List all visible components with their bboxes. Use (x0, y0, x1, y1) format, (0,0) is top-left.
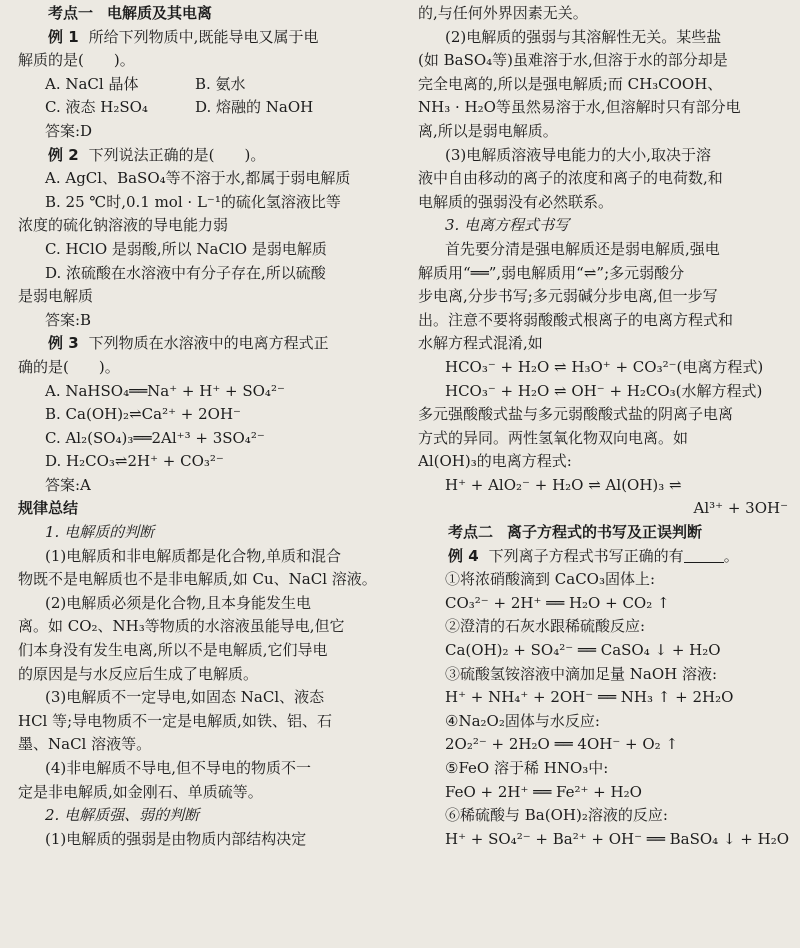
item: ③硫酸氢铵溶液中滴加足量 NaOH 溶液: (445, 664, 718, 683)
subsection-title: 3. 电离方程式书写 (445, 216, 570, 235)
paragraph-line: (1)电解质的强弱是由物质内部结构决定 (45, 829, 307, 848)
example-text: 下列说法正确的是( )。 (88, 145, 266, 164)
example-4-stem (418, 545, 794, 569)
paragraph-line: 离。如 CO₂、NH₃等物质的水溶液虽能导电,但它 (18, 617, 345, 636)
paragraph-line: 定是非电解质,如金刚石、单质硫等。 (18, 782, 263, 801)
example-text: 下列离子方程式书写正确的有 (488, 546, 684, 565)
paragraph-line: Al(OH)₃的电离方程式: (418, 452, 572, 471)
item: ⑤FeO 溶于稀 HNO₃中: (445, 759, 609, 777)
paragraph-line: 的,与任何外界因素无关。 (418, 4, 588, 22)
paragraph-line: 出。注意不要将弱酸酸式根离子的电离方程式和 (418, 310, 734, 329)
paragraph-line: 水解方程式混淆,如 (418, 334, 543, 353)
answer-blank (684, 548, 724, 563)
section-title: 电解质及其电离 (107, 4, 213, 22)
paragraph-line: 多元强酸酸式盐与多元弱酸酸式盐的阴离子电离 (418, 405, 734, 424)
paragraph-line: (1)电解质和非电解质都是化合物,单质和混合 (45, 546, 342, 565)
paragraph-line: 方式的异同。两性氢氧化物双向电离。如 (418, 428, 689, 447)
right-column (418, 2, 794, 851)
equation: 2O₂²⁻ + 2H₂O ══ 4OH⁻ + O₂ ↑ (445, 735, 679, 754)
example-1-stem (18, 26, 398, 50)
paragraph-line: 墨、NaCl 溶液等。 (18, 735, 152, 754)
left-column (18, 2, 398, 851)
item: ⑥稀硫酸与 Ba(OH)₂溶液的反应: (445, 806, 668, 825)
item: ④Na₂O₂固体与水反应: (445, 711, 600, 730)
equation: Ca(OH)₂ + SO₄²⁻ ══ CaSO₄ ↓ + H₂O (445, 641, 721, 660)
example-1-options-cd (18, 96, 398, 120)
paragraph-line: HCl 等;导电物质不一定是电解质,如铁、铝、石 (18, 711, 332, 730)
paragraph-line: 完全电离的,所以是强电解质;而 CH₃COOH、 (418, 74, 723, 93)
section-heading-2 (418, 521, 794, 545)
paragraph-line: 的原因是与水反应后生成了电解质。 (18, 664, 259, 683)
option-d: D. 熔融的 NaOH (195, 98, 314, 117)
paragraph-line: (2)电解质的强弱与其溶解性无关。某些盐 (445, 27, 722, 46)
example-text: 下列物质在水溶液中的电离方程式正 (88, 334, 329, 353)
example-2-stem (18, 144, 398, 168)
option-d: D. 浓硫酸在水溶液中有分子存在,所以硫酸 (45, 263, 326, 282)
item: ②澄清的石灰水跟稀硫酸反应: (445, 617, 646, 636)
example-text: 解质的是( )。 (18, 51, 135, 70)
option-d-cont: 是弱电解质 (18, 287, 94, 306)
example-3-stem (18, 332, 398, 356)
option-c: C. Al₂(SO₄)₃══2Al⁺³ + 3SO₄²⁻ (45, 428, 265, 447)
example-text: 。 (723, 546, 739, 565)
answer: 答案:D (45, 121, 93, 140)
example-label: 例 1 (48, 27, 79, 46)
paragraph-line: 们本身没有发生电离,所以不是电解质,它们导电 (18, 641, 328, 660)
paragraph-line: 首先要分清是强电解质还是弱电解质,强电 (445, 239, 720, 258)
subsection-title: 2. 电解质强、弱的判断 (45, 806, 200, 825)
paragraph-line: 步电离,分步书写;多元弱碱分步电离,但一步写 (418, 287, 718, 306)
paragraph-line: NH₃ · H₂O等虽然易溶于水,但溶解时只有部分电 (418, 98, 741, 117)
summary-heading: 规律总结 (18, 499, 79, 518)
option-b: B. 氨水 (195, 74, 246, 93)
option-a: A. NaHSO₄══Na⁺ + H⁺ + SO₄²⁻ (45, 381, 285, 400)
equation: CO₃²⁻ + 2H⁺ ══ H₂O + CO₂ ↑ (445, 593, 670, 612)
equation: H⁺ + AlO₂⁻ + H₂O ⇌ Al(OH)₃ ⇌ (445, 475, 682, 494)
section-label: 考点二 (448, 523, 494, 542)
equation: HCO₃⁻ + H₂O ⇌ H₃O⁺ + CO₃²⁻(电离方程式) (445, 357, 764, 376)
equation: HCO₃⁻ + H₂O ⇌ OH⁻ + H₂CO₃(水解方程式) (445, 381, 763, 400)
section-heading-1 (18, 2, 398, 26)
equation: FeO + 2H⁺ ══ Fe²⁺ + H₂O (445, 782, 642, 801)
option-c: C. 液态 H₂SO₄ (45, 98, 148, 117)
option-b: B. 25 ℃时,0.1 mol · L⁻¹的硫化氢溶液比等 (45, 192, 341, 211)
equation: H⁺ + SO₄²⁻ + Ba²⁺ + OH⁻ ══ BaSO₄ ↓ + H₂O (445, 829, 790, 848)
answer: 答案:A (45, 475, 91, 494)
equation-cont: Al³⁺ + 3OH⁻ (693, 499, 788, 518)
paragraph-line: 电解质的强弱没有必然联系。 (418, 192, 614, 211)
example-text: 确的是( )。 (18, 357, 120, 376)
paragraph-line: (3)电解质溶液导电能力的大小,取决于溶 (445, 145, 712, 164)
section-title: 离子方程式的书写及正误判断 (507, 523, 703, 542)
paragraph-line: 离,所以是弱电解质。 (418, 121, 558, 140)
section-label: 考点一 (48, 4, 94, 22)
example-text: 所给下列物质中,既能导电又属于电 (88, 27, 319, 46)
paragraph-line: 液中自由移动的离子的浓度和离子的电荷数,和 (418, 169, 723, 188)
option-a: A. AgCl、BaSO₄等不溶于水,都属于弱电解质 (45, 169, 351, 188)
example-label: 例 3 (48, 334, 79, 353)
paragraph-line: (3)电解质不一定导电,如固态 NaCl、液态 (45, 688, 325, 707)
option-b: B. Ca(OH)₂⇌Ca²⁺ + 2OH⁻ (45, 405, 241, 424)
paragraph-line: 物既不是电解质也不是非电解质,如 Cu、NaCl 溶液。 (18, 570, 377, 589)
option-d: D. H₂CO₃⇌2H⁺ + CO₃²⁻ (45, 452, 224, 471)
paragraph-line: (如 BaSO₄等)虽难溶于水,但溶于水的部分却是 (418, 51, 728, 70)
option-a: A. NaCl 晶体 (45, 74, 139, 93)
paragraph-line: (2)电解质必须是化合物,且本身能发生电 (45, 593, 312, 612)
subsection-title: 1. 电解质的判断 (45, 523, 155, 542)
example-label: 例 2 (48, 145, 79, 164)
paragraph-line: 解质用“══”,弱电解质用“⇌”;多元弱酸分 (418, 263, 685, 282)
equation: H⁺ + NH₄⁺ + 2OH⁻ ══ NH₃ ↑ + 2H₂O (445, 688, 734, 707)
example-label: 例 4 (448, 546, 479, 565)
paragraph-line: (4)非电解质不导电,但不导电的物质不一 (45, 759, 312, 777)
answer: 答案:B (45, 310, 92, 329)
option-b-cont: 浓度的硫化钠溶液的导电能力弱 (18, 216, 229, 235)
option-c: C. HClO 是弱酸,所以 NaClO 是弱电解质 (45, 239, 327, 258)
item: ①将浓硝酸滴到 CaCO₃固体上: (445, 570, 656, 589)
example-1-options-ab (18, 73, 398, 97)
